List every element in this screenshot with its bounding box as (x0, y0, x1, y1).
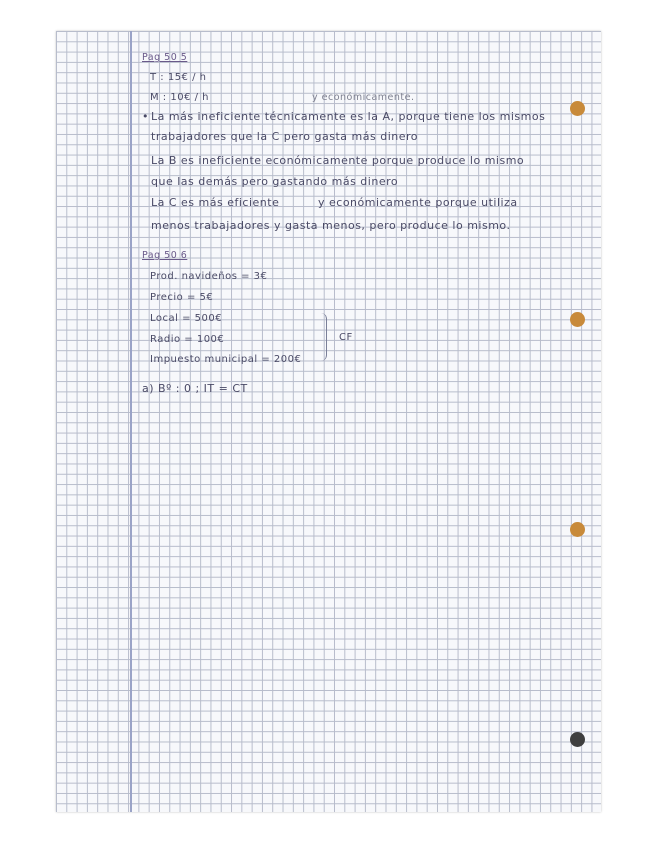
bullet: • (142, 110, 149, 123)
para3-line2: menos trabajadores y gasta menos, pero produce lo mismo. (151, 219, 511, 232)
insert-note: y económicamente. (312, 92, 415, 103)
margin-line (130, 31, 132, 812)
punch-hole-2 (570, 312, 585, 327)
line-m: M : 10€ / h (150, 92, 210, 103)
item-impuesto: Impuesto municipal = 200€ (150, 354, 302, 365)
para1-line2: trabajadores que la C pero gasta más dinero (151, 130, 419, 143)
fixed-cost-brace (318, 313, 327, 361)
para2-line1: La B es ineficiente económicamente porque produce lo mismo (151, 154, 525, 167)
para1-line1: La más ineficiente técnicamente es la A, porque tiene los mismos (151, 110, 546, 123)
answer-a: a) Bº : 0 ; IT = CT (142, 382, 248, 395)
item-local: Local = 500€ (150, 313, 223, 324)
para3-line1b: y económicamente porque utiliza (318, 196, 518, 209)
para2-line2: que las demás pero gastando más dinero (151, 175, 399, 188)
section-5-heading: Pag 50 5 (142, 52, 188, 63)
brace-label: CF (339, 332, 353, 343)
item-prod: Prod. navideños = 3€ (150, 271, 268, 282)
item-radio: Radio = 100€ (150, 334, 225, 345)
line-t: T : 15€ / h (150, 72, 207, 83)
para3-line1a: La C es más eficiente (151, 196, 280, 209)
punch-hole-1 (570, 101, 585, 116)
section-6-heading: Pag 50 6 (142, 250, 188, 261)
item-precio: Precio = 5€ (150, 292, 214, 303)
notebook-page (56, 31, 601, 812)
punch-hole-3 (570, 522, 585, 537)
punch-hole-4 (570, 732, 585, 747)
